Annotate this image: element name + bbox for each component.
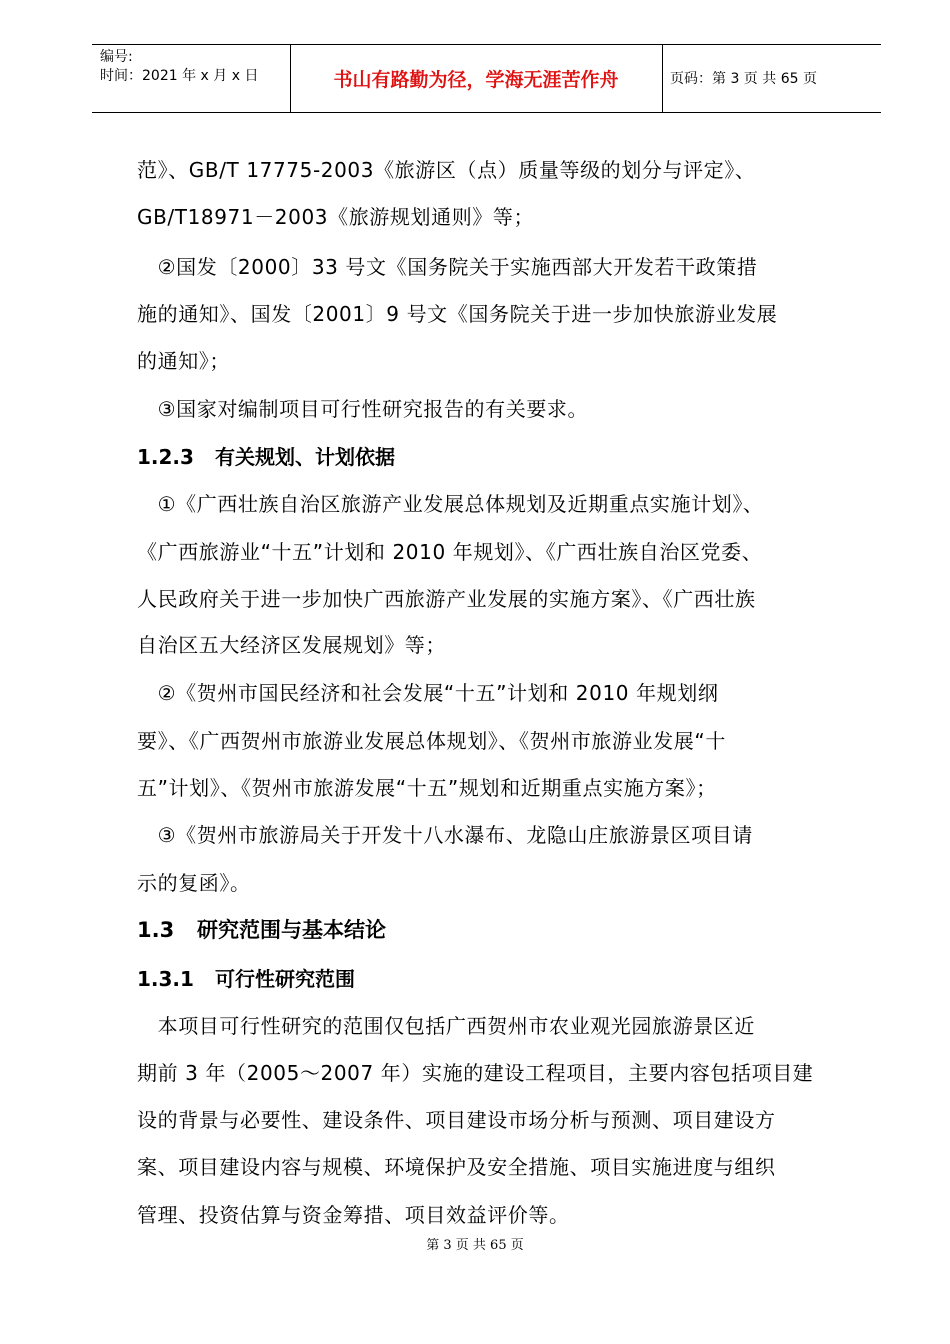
page-footer: 第 3 页 共 65 页 xyxy=(426,1238,524,1253)
section-title: 可行性研究范围 xyxy=(215,967,355,991)
body-line: ②国发〔2000〕33 号文《国务院关于实施西部大开发若干政策措 xyxy=(137,255,758,279)
body-line: 人民政府关于进一步加快广西旅游产业发展的实施方案》、《广西壮族 xyxy=(137,587,756,611)
body-line: 示的复函》。 xyxy=(137,871,251,895)
body-line: ③《贺州市旅游局关于开发十八水瀑布、龙隐山庄旅游景区项目请 xyxy=(137,823,753,847)
body-line: 期前 3 年（2005～2007 年）实施的建设工程项目，主要内容包括项目建 xyxy=(137,1061,814,1085)
body-line: 自治区五大经济区发展规划》等； xyxy=(137,633,446,657)
body-line: 管理、投资估算与资金筹措、项目效益评价等。 xyxy=(137,1203,570,1227)
serial-label: 编号: xyxy=(100,49,133,65)
section-number: 1.3 xyxy=(137,918,175,942)
section-title: 有关规划、计划依据 xyxy=(215,445,395,469)
body-line: 范》、GB/T 17775-2003《旅游区（点）质量等级的划分与评定》、 xyxy=(137,158,756,182)
body-line: ②《贺州市国民经济和社会发展“十五”计划和 2010 年规划纲 xyxy=(137,681,719,705)
section-heading-1-3-1 xyxy=(137,956,355,1003)
body-line: 要》、《广西贺州市旅游业发展总体规划》、《贺州市旅游业发展“十 xyxy=(137,729,726,753)
body-line: 施的通知》、国发〔2001〕9 号文《国务院关于进一步加快旅游业发展 xyxy=(137,302,778,326)
body-line: ③国家对编制项目可行性研究报告的有关要求。 xyxy=(137,397,589,421)
header-bottom-rule xyxy=(92,112,881,113)
header-divider-right xyxy=(662,44,663,112)
body-line: ①《广西壮族自治区旅游产业发展总体规划及近期重点实施计划》、 xyxy=(137,492,764,516)
body-line: 本项目可行性研究的范围仅包括广西贺州市农业观光园旅游景区近 xyxy=(137,1014,755,1038)
header-page-info: 页码：第 3 页 共 65 页 xyxy=(670,71,817,87)
body-line: 的通知》； xyxy=(137,349,230,373)
section-title: 研究范围与基本结论 xyxy=(197,918,386,942)
section-heading-1-2-3 xyxy=(137,434,395,481)
body-line: 《广西旅游业“十五”计划和 2010 年规划》、《广西壮族自治区党委、 xyxy=(137,540,763,564)
section-number: 1.2.3 xyxy=(137,445,194,469)
header-divider-left xyxy=(290,44,291,112)
section-number: 1.3.1 xyxy=(137,967,194,991)
body-line: 五”计划》、《贺州市旅游发展“十五”规划和近期重点实施方案》； xyxy=(137,776,717,800)
time-label: 时间：2021 年 x 月 x 日 xyxy=(100,68,259,84)
body-line: 案、项目建设内容与规模、环境保护及安全措施、项目实施进度与组织 xyxy=(137,1155,776,1179)
section-heading-1-3 xyxy=(137,907,386,954)
header-motto: 书山有路勤为径，学海无涯苦作舟 xyxy=(333,68,619,91)
page-header xyxy=(92,44,881,112)
header-meta xyxy=(100,48,258,86)
body-line: GB/T18971－2003《旅游规划通则》等； xyxy=(137,205,535,229)
body-line: 设的背景与必要性、建设条件、项目建设市场分析与预测、项目建设方 xyxy=(137,1108,776,1132)
